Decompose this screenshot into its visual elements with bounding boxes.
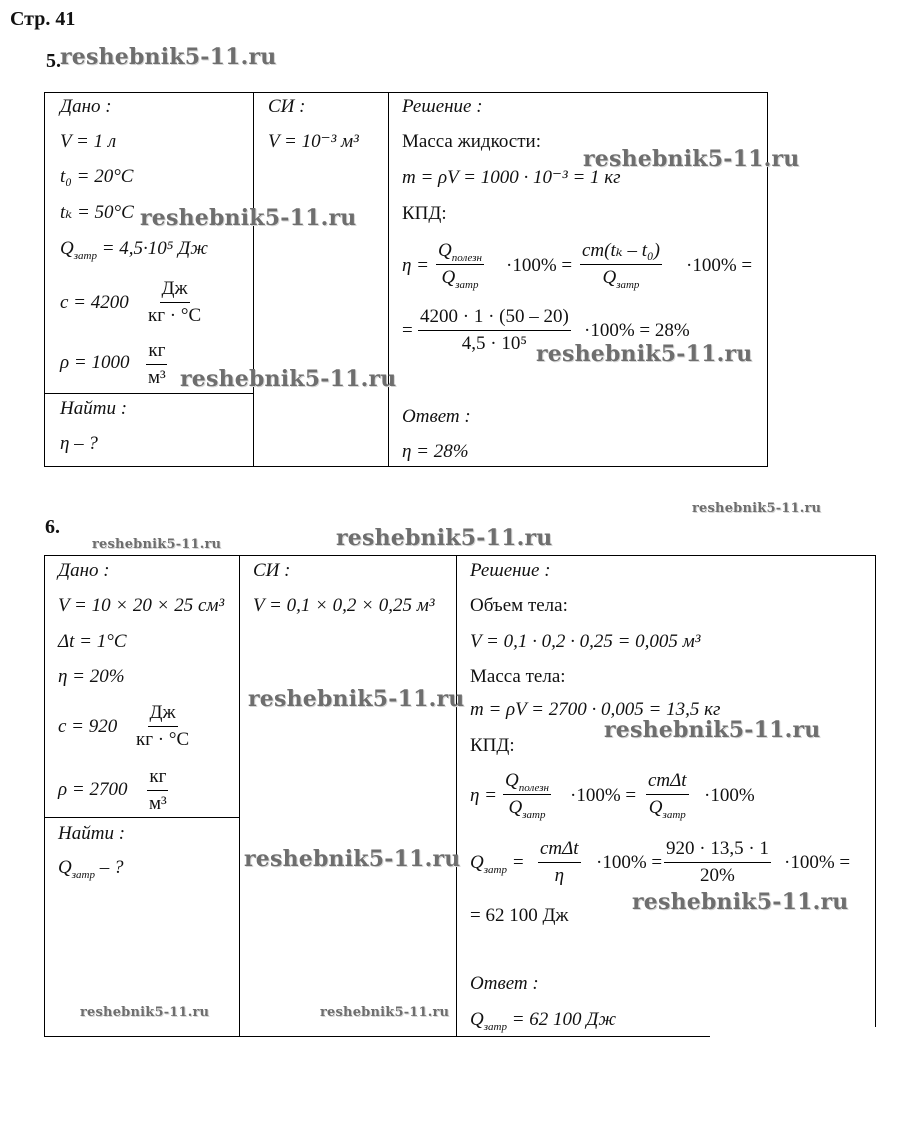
fraction-numeric: $\frac{920 \cdot 13,5 \cdot 1}{20\%}$ bbox=[666, 838, 769, 886]
given-volume: V = 10 × 20 × 25 см³ bbox=[58, 595, 225, 616]
mass-label: Масса жидкости: bbox=[402, 131, 541, 152]
watermark: reshebnik5-11.ru bbox=[632, 889, 849, 915]
given-c: c = 4200 bbox=[60, 292, 129, 313]
percent-4: ·100% = bbox=[784, 852, 851, 873]
mass-label: Масса тела: bbox=[470, 666, 566, 687]
given-rho: ρ = 1000 bbox=[60, 352, 130, 373]
volume-label: Объем тела: bbox=[470, 595, 568, 616]
given-eta: η = 20% bbox=[58, 666, 125, 687]
find-header: Найти : bbox=[58, 823, 126, 844]
given-c-unit: Дж кг · °С bbox=[148, 278, 202, 326]
result-6: = 62 100 Дж bbox=[470, 905, 569, 926]
fraction-q-useful-over-q-spent: $Q_{полезн}$ $Q_{затр}$ bbox=[438, 240, 483, 291]
equals-start: = bbox=[402, 320, 413, 341]
find-value: η – ? bbox=[60, 433, 98, 454]
si-volume: V = 10⁻³ м³ bbox=[268, 131, 359, 152]
watermark: reshebnik5-11.ru bbox=[92, 537, 222, 552]
fraction-cm-dt-over-q: cm(tₖ – t₀) $Q_{затр}$ bbox=[582, 240, 660, 291]
mass-equation: m = ρV = 2700 · 0,005 = 13,5 кг bbox=[470, 699, 721, 720]
given-t0: t₀ = 20°С bbox=[60, 166, 134, 187]
eta-equals: η = bbox=[470, 785, 497, 806]
watermark: reshebnik5-11.ru bbox=[692, 501, 822, 516]
percent-2: ·100% bbox=[704, 785, 755, 806]
efficiency-label: КПД: bbox=[402, 203, 447, 224]
si-header: СИ : bbox=[253, 560, 291, 581]
given-volume: V = 1 л bbox=[60, 131, 117, 152]
si-header: СИ : bbox=[268, 96, 306, 117]
volume-equation: V = 0,1 · 0,2 · 0,25 = 0,005 м³ bbox=[470, 631, 701, 652]
fraction-cm-dt-over-eta: cmΔt η bbox=[540, 838, 579, 886]
watermark: reshebnik5-11.ru bbox=[536, 341, 753, 367]
watermark: reshebnik5-11.ru bbox=[244, 846, 461, 872]
percent-3: ·100% = bbox=[596, 852, 663, 873]
fraction-cm-dt-over-q: cmΔt $Q_{затр}$ bbox=[648, 770, 687, 821]
page-title: Стр. 41 bbox=[10, 8, 76, 30]
given-c: c = 920 bbox=[58, 716, 118, 737]
watermark: reshebnik5-11.ru bbox=[583, 146, 800, 172]
problem-6-number: 6. bbox=[45, 516, 60, 538]
given-q: $Q_{затр} = 4,5\cdot 10^5$ Дж bbox=[60, 238, 208, 262]
find-value: $Q_{затр}$ – ? bbox=[58, 857, 124, 881]
answer-header: Ответ : bbox=[470, 973, 539, 994]
percent-2: ·100% = bbox=[686, 255, 753, 276]
si-volume: V = 0,1 × 0,2 × 0,25 м³ bbox=[253, 595, 435, 616]
eta-equals: η = bbox=[402, 255, 429, 276]
solution-header: Решение : bbox=[402, 96, 483, 117]
given-header: Дано : bbox=[60, 96, 112, 117]
watermark: reshebnik5-11.ru bbox=[320, 1005, 450, 1020]
fraction-q-useful-over-q-spent: $Q_{полезн}$ $Q_{затр}$ bbox=[505, 770, 550, 821]
solution-header: Решение : bbox=[470, 560, 551, 581]
given-c-unit: Дж кг · °С bbox=[136, 702, 190, 750]
watermark: reshebnik5-11.ru bbox=[80, 1005, 210, 1020]
watermark: reshebnik5-11.ru bbox=[336, 525, 553, 551]
given-dt: Δt = 1°С bbox=[58, 631, 127, 652]
percent-1: ·100% = bbox=[570, 785, 637, 806]
given-header: Дано : bbox=[58, 560, 110, 581]
given-rho: ρ = 2700 bbox=[58, 779, 128, 800]
mass-equation: m = ρV = 1000 · 10⁻³ = 1 кг bbox=[402, 167, 621, 188]
watermark: reshebnik5-11.ru bbox=[180, 366, 397, 392]
efficiency-label: КПД: bbox=[470, 735, 515, 756]
fraction-numeric: $\frac{4200 \cdot 1 \cdot (50 - 20)}{\text{4,5 · 10⁵}}$ bbox=[420, 306, 569, 354]
watermark: reshebnik5-11.ru bbox=[248, 686, 465, 712]
watermark: reshebnik5-11.ru bbox=[60, 44, 277, 70]
given-tk: tₖ = 50°С bbox=[60, 202, 134, 223]
answer-value: η = 28% bbox=[402, 441, 469, 462]
q-spent-lhs: $Q_{затр}$ = bbox=[470, 852, 525, 876]
result-5: ·100% = 28% bbox=[584, 320, 690, 341]
find-header: Найти : bbox=[60, 398, 128, 419]
problem-5-number: 5. bbox=[46, 50, 61, 72]
answer-value: $Q_{затр} = 62$ 100 Дж bbox=[470, 1009, 617, 1033]
watermark: reshebnik5-11.ru bbox=[140, 205, 357, 231]
answer-header: Ответ : bbox=[402, 406, 471, 427]
given-rho-unit: кг м³ bbox=[149, 766, 167, 814]
watermark: reshebnik5-11.ru bbox=[604, 717, 821, 743]
percent-1: ·100% = bbox=[506, 255, 573, 276]
given-rho-unit: кг м³ bbox=[148, 340, 166, 388]
